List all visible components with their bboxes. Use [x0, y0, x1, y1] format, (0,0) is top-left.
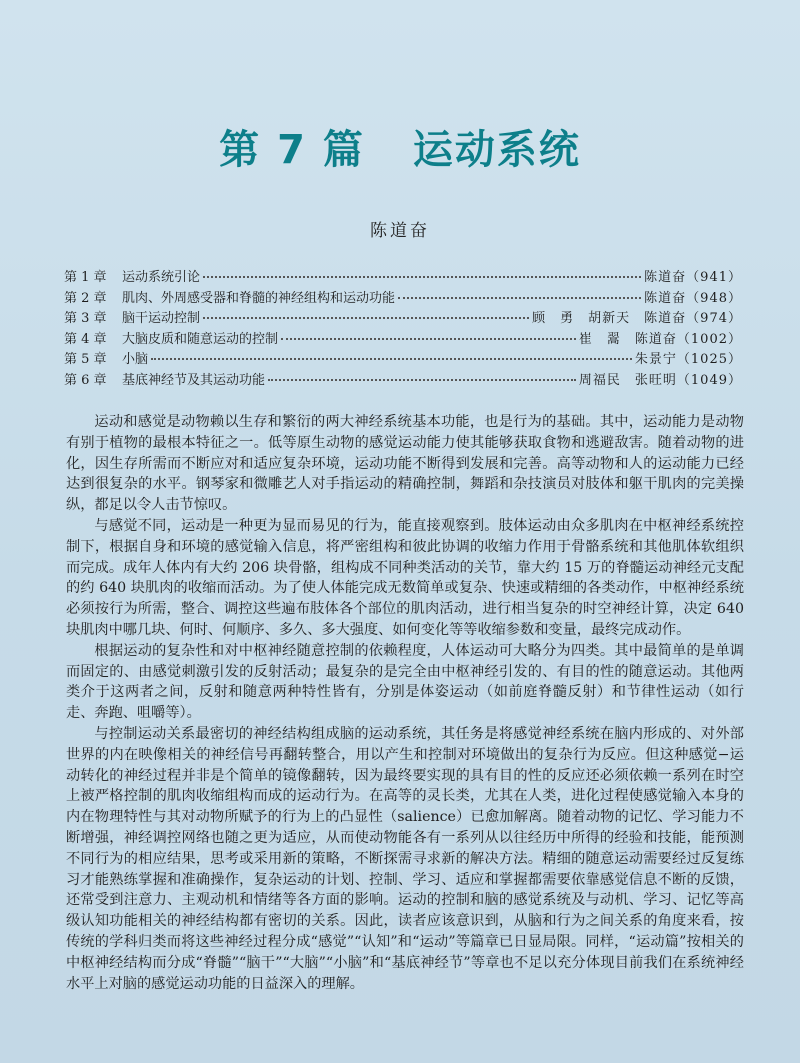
- paragraph: 与控制运动关系最密切的神经结构组成脑的运动系统，其任务是将感觉神经系统在脑内形成的、对外部世界的内在映像相关的神经信号再翻转整合，用以产生和控制对环境做出的复杂行为反应。但这种感觉−运动转化的神经过程并非是个简单的镜像翻转，因为最终要实现的具有目的性的反应还必须依赖一系列在时空上被严格控制的肌肉收缩组构而成的运动行为。在高等的灵长类，尤其在人类，进化过程使感觉输入本身的内在物理特性与其对动物所赋予的行为上的凸显性（salience）已愈加解离。随着动物的记忆、学习能力不断增强，神经调控网络也随之更为适应，从而使动物能各有一系列从以往经历中所得的经验和技能，能预测不同行为的相应结果，思考或采用新的策略，不断探需寻求新的解决方法。精细的随意运动需要经过反复练习才能熟练掌握和准确操作，复杂运动的计划、控制、学习、适应和掌握都需要依靠感觉信息不断的反馈，还常受到注意力、主观动机和情绪等各方面的影响。运动的控制和脑的感觉系统及与动机、学习、记忆等高级认知功能相关的神经结构都有密切的关系。因此，读者应该意识到，从脑和行为之间关系的角度来看，按传统的学科归类而将这些神经过程分成“感觉”“认知”和“运动”等篇章已日显局限。同样，“运动篇”按相关的中枢神经结构而分成“脊髓”“脑干”“大脑”“小脑”和“基底神经节”等章也不足以充分体现目前我们在系统神经水平上对脑的感觉运动功能的日益深入的理解。: [66, 725, 744, 992]
- toc-row: [64, 330, 742, 351]
- toc-row: [64, 289, 742, 310]
- toc-row: [64, 350, 742, 371]
- toc-row: [64, 268, 742, 289]
- table-of-contents: [64, 268, 742, 392]
- toc-leader: [281, 337, 576, 340]
- toc-authors: 周福民 张旺明（1049）: [578, 372, 742, 388]
- toc-title: 肌肉、外周感受器和脊髓的神经组构和运动功能: [122, 290, 396, 306]
- toc-leader: [203, 275, 641, 278]
- paragraph: 根据运动的复杂性和对中枢神经随意控制的依赖程度，人体运动可大略分为四类。其中最简单的是单调而固定的、由感觉刺激引发的反射活动；最复杂的是完全由中枢神经引发的、有目的性的随意运动。其他两类介于这两者之间，反射和随意两种特性皆有，分别是体姿运动（如前庭脊髓反射）和节律性运动（如行走、奔跑、咀嚼等）。: [66, 642, 744, 722]
- toc-title: 基底神经节及其运动功能: [122, 372, 266, 388]
- toc-title: 运动系统引论: [122, 270, 201, 285]
- toc-title: 脑干运动控制: [122, 311, 201, 327]
- toc-authors: 朱景宁（1025）: [634, 352, 742, 368]
- toc-row: [64, 309, 742, 330]
- part-author: 陈道奋: [370, 221, 430, 241]
- toc-title: 大脑皮质和随意运动的控制: [122, 331, 279, 347]
- toc-chapter: 第 4 章: [64, 331, 107, 347]
- toc-authors: 陈道奋（948）: [644, 290, 742, 306]
- toc-chapter: 第 5 章: [64, 352, 107, 368]
- toc-leader: [268, 378, 576, 381]
- toc-authors: 崔 翯 陈道奋（1002）: [578, 331, 742, 347]
- body-text: [66, 412, 744, 994]
- part-title: [0, 118, 800, 175]
- part-number: 第 7 篇: [219, 127, 365, 173]
- toc-leader: [203, 316, 529, 319]
- toc-chapter: 第 3 章: [64, 311, 107, 327]
- paragraph: 与感觉不同，运动是一种更为显而易见的行为，能直接观察到。肢体运动由众多肌肉在中枢神经系统控制下，根据自身和环境的感觉输入信息，将严密组构和彼此协调的收缩力作用于骨骼系统和其他肌体软组织而完成。成年人体内有大约 206 块骨骼，组构成不同种类活动的关节，靠大约 15 万的脊髓运动神经元支配的约 640 块肌肉的收缩而活动。为了使人体能完成无数简单或复杂、快速或精细的各类动作，中枢神经系统必须按行为所需，整合、调控这些遍布肢体各个部位的肌肉活动，进行相当复杂的时空神经计算，决定 640 块肌肉中哪几块、何时、何顺序、多久、多大强度、如何变化等等收缩参数和变量，最终完成动作。: [66, 517, 744, 638]
- toc-chapter: 第 6 章: [64, 372, 107, 388]
- toc-leader: [151, 357, 632, 360]
- toc-chapter: 第 2 章: [64, 290, 107, 306]
- toc-row: [64, 371, 742, 392]
- paragraph: 运动和感觉是动物赖以生存和繁衍的两大神经系统基本功能，也是行为的基础。其中，运动能力是动物有别于植物的最根本特征之一。低等原生动物的感觉运动能力使其能够获取食物和逃避敌害。随着动物的进化，因生存所需而不断应对和适应复杂环境，运动功能不断得到发展和完善。高等动物和人的运动能力已经达到很复杂的水平。钢琴家和微雕艺人对手指运动的精确控制，舞蹈和杂技演员对肢体和躯干肌肉的完美操纵，都足以令人击节惊叹。: [66, 414, 744, 514]
- toc-chapter: 第 1 章: [64, 270, 107, 285]
- toc-authors: 陈道奋（941）: [644, 270, 742, 285]
- part-name: 运动系统: [412, 127, 581, 173]
- toc-leader: [398, 296, 641, 299]
- toc-title: 小脑: [122, 352, 149, 368]
- toc-authors: 顾 勇 胡新天 陈道奋（974）: [532, 311, 742, 327]
